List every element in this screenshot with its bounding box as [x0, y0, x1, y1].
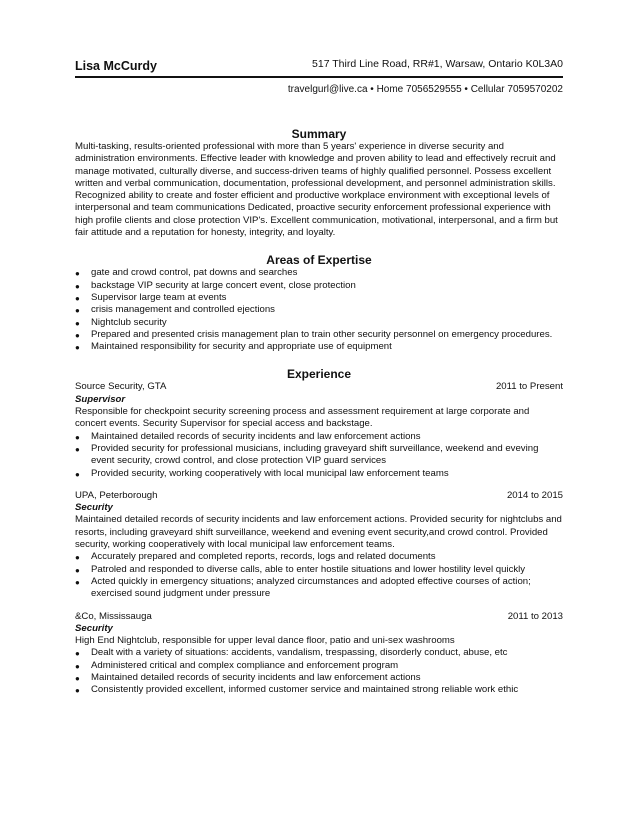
list-item: ● Nightclub security — [75, 317, 563, 329]
bullet-icon: ● — [75, 343, 80, 353]
job-company: UPA, Peterborough — [75, 489, 158, 501]
job-bullets — [75, 431, 563, 480]
list-item: ● Maintained detailed records of security incidents and law enforcement actions — [75, 672, 563, 684]
bullet-icon: ● — [75, 444, 80, 454]
bullet-icon: ● — [75, 281, 80, 291]
job-entry — [75, 490, 563, 601]
bullet-icon: ● — [75, 330, 80, 340]
bullet-icon: ● — [75, 661, 80, 671]
bullet-icon: ● — [75, 686, 80, 696]
list-item: ● backstage VIP security at large concert event, close protection — [75, 280, 563, 292]
bullet-icon: ● — [75, 293, 80, 303]
job-bullets — [75, 551, 563, 600]
experience-heading: Experience — [286, 367, 352, 382]
candidate-name: Lisa McCurdy — [75, 59, 157, 73]
list-item: ● Provided security for professional musicians, including graveyard shift surveillance, weekend and eveving event security, crowd control, and close protection VIP guard services — [75, 442, 539, 467]
list-item: ● Provided security, working cooperatively with local municipal law enforcement teams — [75, 468, 563, 480]
list-item: ● Dealt with a variety of situations: accidents, vandalism, trespassing, disorderly conduct, abuse, etc — [75, 647, 563, 659]
job-description: Responsible for checkpoint security screening process and assessment requirement at large corporate and concert events. Security Supervisor for special access and backstage. — [75, 406, 530, 430]
candidate-contact: travelgurl@live.ca • Home 7056529555 • Cellular 7059570202 — [287, 84, 563, 95]
list-item: ● Accurately prepared and completed reports, records, logs and related documents — [75, 551, 563, 563]
bullet-icon: ● — [75, 318, 80, 328]
job-title: Security — [75, 622, 113, 634]
list-item: ● Maintained responsibility for security and appropriate use of equipment — [75, 341, 563, 353]
job-bullets — [75, 647, 563, 696]
summary-text: Multi-tasking, results-oriented professional with more than 5 years' experience in diverse security and administration environments. Effective leader with knowledge and proven ability to lead and effectively recruit and manage motivated, culturally diverse, and success-driven teams of highly qualified personnel. Possess excellent written and verbal communication, documentation, professional development, and personnel administration skills. Recognized ability to create and foster efficient and productive workplace environment with exceptional levels of interpersonal and team communications Dedicated, proactive security enforcement professional experience with high profile clients and close protection VIP's. Excellent communication, motivational, interpersonal, and a firm but fair attitude and a reputation for honesty, integrity, and loyalty. — [75, 141, 558, 239]
job-title: Supervisor — [75, 393, 126, 405]
job-description: Maintained detailed records of security incidents and law enforcement actions. Provided security for nightclubs and resorts, including graveyard shift surveillance, weekend and evening event security,and crowd control. Provided security, working cooperatively with local municipal law enforcement teams. — [75, 514, 562, 551]
job-entry — [75, 611, 563, 697]
list-item: ● Administered critical and complex compliance and enforcement program — [75, 660, 563, 672]
list-item: ● Prepared and presented crisis management plan to train other security personnel on emergency procedures. — [75, 329, 563, 341]
job-title: Security — [75, 502, 113, 514]
job-dates: 2014 to 2015 — [506, 489, 563, 501]
list-item: ● Maintained detailed records of security incidents and law enforcement actions — [75, 431, 563, 443]
job-entry — [75, 381, 563, 479]
bullet-icon: ● — [75, 306, 80, 316]
candidate-address: 517 Third Line Road, RR#1, Warsaw, Ontario K0L3A0 — [312, 58, 563, 70]
bullet-icon: ● — [75, 553, 80, 563]
list-item: ● Consistently provided excellent, informed customer service and maintained strong reliable work ethic — [75, 684, 563, 696]
bullet-icon: ● — [75, 649, 80, 659]
bullet-icon: ● — [75, 469, 80, 479]
summary-heading: Summary — [291, 127, 347, 141]
list-item: ● gate and crowd control, pat downs and searches — [75, 267, 563, 279]
bullet-icon: ● — [75, 432, 80, 442]
list-item: ● crisis management and controlled ejections — [75, 304, 563, 316]
job-company: Source Security, GTA — [75, 381, 167, 393]
expertise-heading: Areas of Expertise — [266, 253, 372, 268]
job-company: &Co, Mississauga — [75, 610, 152, 622]
job-dates: 2011 to 2013 — [507, 610, 563, 622]
expertise-list — [75, 267, 563, 353]
bullet-icon: ● — [75, 673, 80, 683]
job-dates: 2011 to Present — [495, 381, 563, 393]
list-item: ● Supervisor large team at events — [75, 292, 563, 304]
bullet-icon: ● — [75, 577, 80, 587]
list-item: ● Patroled and responded to diverse calls, able to enter hostile situations and lower hostility level quickly — [75, 564, 563, 576]
list-item: ● Acted quickly in emergency situations; analyzed circumstances and adopted effective courses of action; exercised sound judgment under pressure — [75, 575, 531, 600]
bullet-icon: ● — [75, 565, 80, 575]
resume-body — [75, 127, 563, 697]
job-description: High End Nightclub, responsible for upper leval dance floor, patio and uni-sex washrooms — [75, 635, 455, 647]
bullet-icon: ● — [75, 269, 80, 279]
header-divider — [75, 76, 563, 78]
